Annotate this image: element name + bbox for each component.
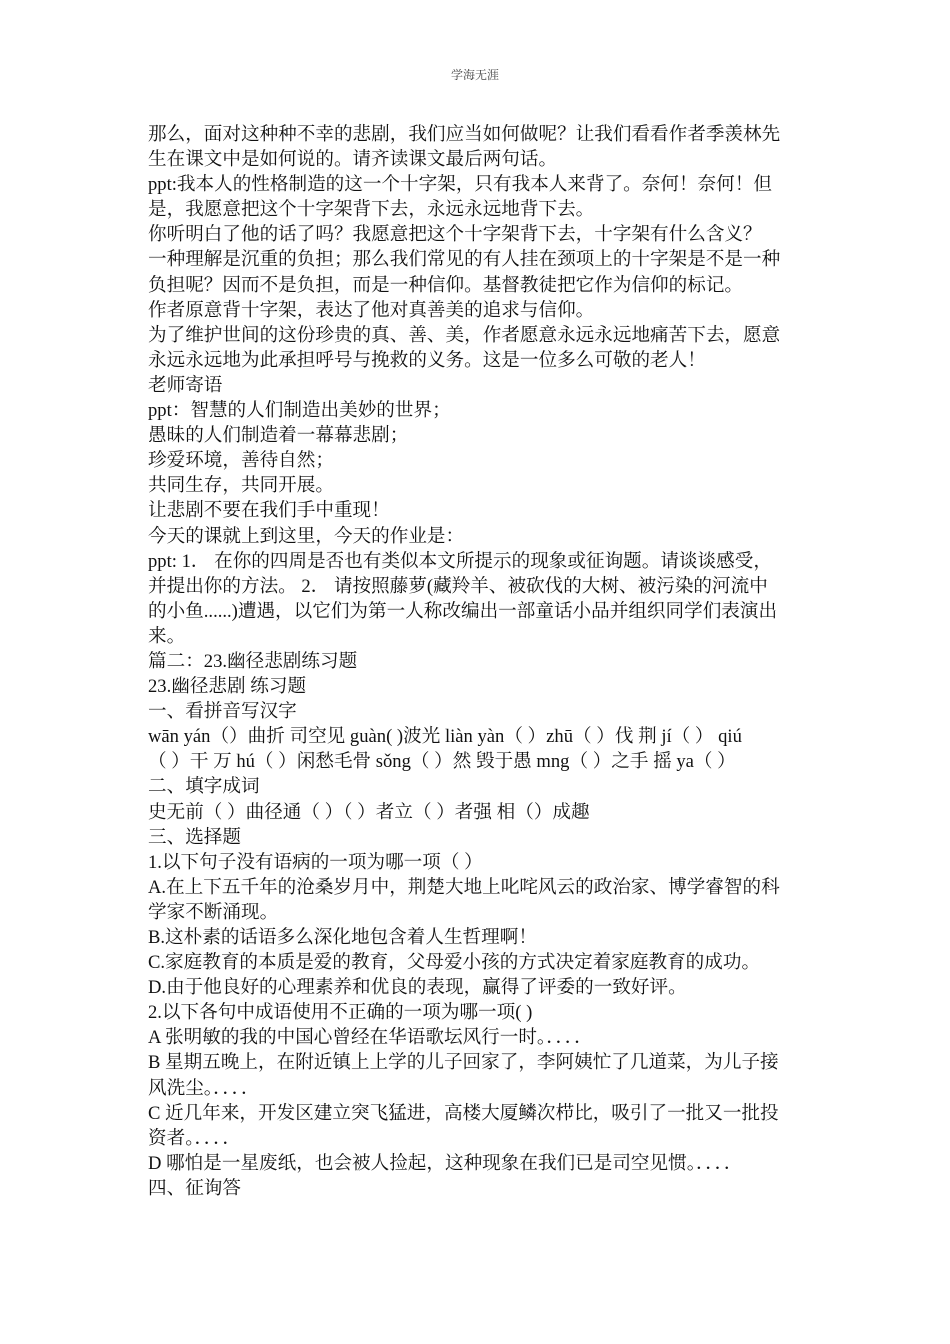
text-line: B.这朴素的话语多么深化地包含着人生哲理啊！ [148,927,537,948]
text-line: 是，我愿意把这个十字架背下去，永远永远地背下去。 [148,199,595,221]
text-line: wān yán（）曲折 司空见 guàn( )波光 liàn yàn（ ）zhū（ ）伐 荆 jí（ ） qiú [148,726,742,748]
text-line: 那么，面对这种种不幸的悲剧，我们应当如何做呢？让我们看看作者季羡林先 [148,124,781,145]
text-line: 篇二：23.幽径悲剧练习题 [148,650,358,672]
text-line: 愚昧的人们制造着一幕幕悲剧； [148,425,409,447]
text-line: 生在课文中是如何说的。请齐读课文最后两句话。 [148,149,558,171]
text-line: 今天的课就上到这里，今天的作业是： [148,525,465,547]
text-line: B 星期五晚上，在附近镇上上学的儿子回家了，李阿姨忙了几道菜，为儿子接 [148,1052,779,1074]
text-line: A 张明敏的我的中国心曾经在华语歌坛风行一时。．．．． [148,1027,593,1049]
text-line: 珍爱环境，善待自然； [148,450,334,472]
text-line: 三、选择题 [148,826,241,848]
document-body [148,122,808,1201]
text-line: ppt:我本人的性格制造的这一个十字架，只有我本人来背了。奈何！奈何！但 [148,174,772,196]
text-line: 你听明白了他的话了吗？我愿意把这个十字架背下去，十字架有什么含义？ [148,224,762,246]
text-line: 23.幽径悲剧 练习题 [148,676,307,698]
text-line: 负担呢？因而不是负担，而是一种信仰。基督教徒把它作为信仰的标记。 [148,274,744,296]
text-line: 四、征询答 [148,1177,241,1199]
text-line: 老师寄语 [148,374,223,396]
text-line: 让悲剧不要在我们手中重现！ [148,500,390,522]
text-line: 共同生存，共同开展。 [148,475,334,497]
text-line: 学家不断涌现。 [148,901,279,923]
text-line: 资者。．．．． [148,1127,241,1149]
text-line: 为了维护世间的这份珍贵的真、善、美，作者愿意永远永远地痛苦下去，愿意 [148,324,781,346]
text-line: 二、填字成词 [148,776,260,798]
text-line: 作者原意背十字架，表达了他对真善美的追求与信仰。 [148,299,595,321]
text-line: 一、看拼音写汉字 [148,701,297,723]
text-line: 并提出你的方法。 2． 请按照藤萝(藏羚羊、被砍伐的大树、被污染的河流中 [148,575,768,597]
page-header: 学海无涯 [450,68,499,82]
text-line: 1.以下句子没有语病的一项为哪一项（ ） [148,851,483,873]
text-line: D.由于他良好的心理素养和优良的表现，赢得了评委的一致好评。 [148,977,687,999]
text-line: 2.以下各句中成语使用不正确的一项为哪一项( ) [148,1002,533,1024]
text-line: 永远永远地为此承担呼号与挽救的义务。这是一位多么可敬的老人！ [148,349,706,371]
text-line: 风洗尘。．．．． [148,1077,260,1099]
text-line: D 哪怕是一星废纸，也会被人捡起，这种现象在我们已是司空见惯。．．．． [148,1152,743,1174]
text-line: 史无前（ ）曲径通（ ）（ ）者立（ ）者强 相（）成趣 [148,801,590,823]
text-line: ppt: 1． 在你的四周是否也有类似本文所提示的现象或征询题。请谈谈感受， [148,550,772,572]
text-line: C.家庭教育的本质是爱的教育，父母爱小孩的方式决定着家庭教育的成功。 [148,952,761,974]
text-line: ppt：智慧的人们制造出美妙的世界； [148,400,451,422]
text-line: 一种理解是沉重的负担；那么我们常见的有人挂在颈项上的十字架是不是一种 [148,249,781,271]
text-line: C 近几年来，开发区建立突飞猛进，高楼大厦鳞次栉比，吸引了一批又一批投 [148,1102,779,1124]
text-line: 来。 [148,625,186,647]
text-line: 的小鱼......)遭遇，以它们为第一人称改编出一部童话小品并组织同学们表演出 [148,600,778,622]
text-line: A.在上下五千年的沧桑岁月中，荆楚大地上叱咤风云的政治家、博学睿智的科 [148,876,780,898]
text-line: （ ）干 万 hú（ ）闲愁毛骨 sǒng（ ）然 毁于愚 mng（ ）之手 摇 ya（ ） [148,751,736,773]
